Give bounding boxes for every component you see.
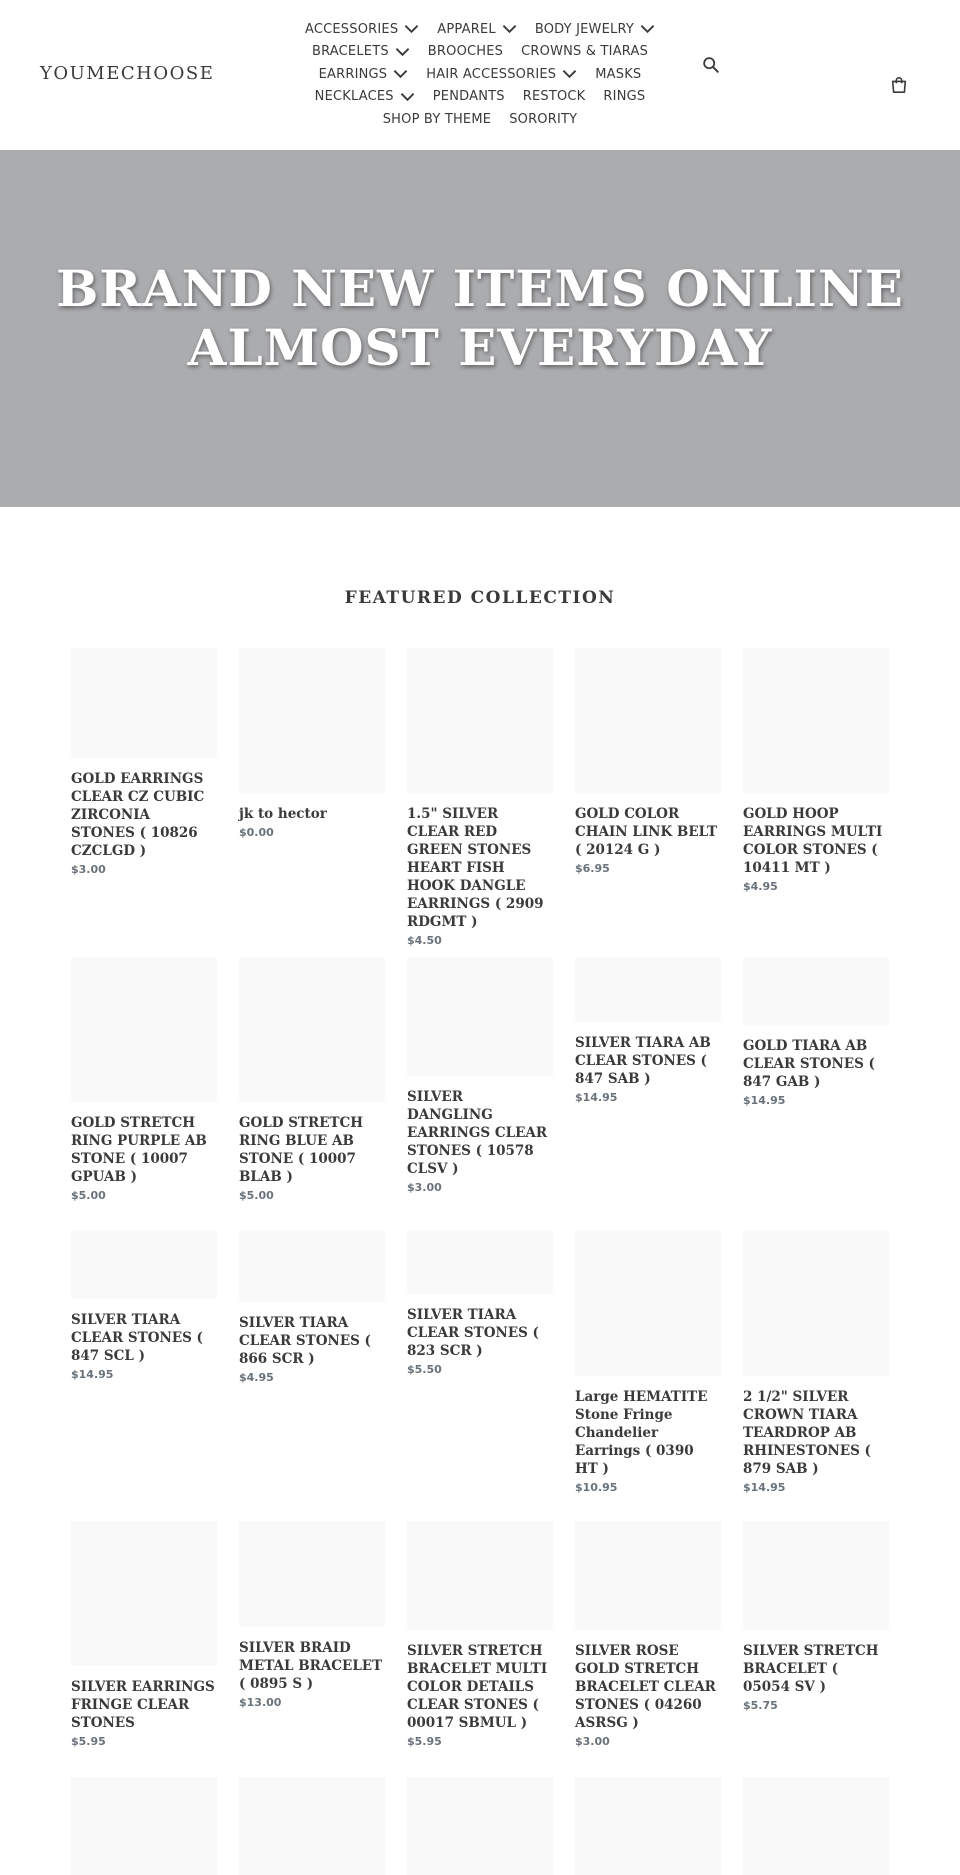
chevron-down-icon[interactable]	[640, 24, 655, 34]
product-title[interactable]: GOLD COLOR CHAIN LINK BELT ( 20124 G )	[575, 806, 718, 858]
product-price: $5.00	[239, 1189, 274, 1202]
product-price: $5.95	[71, 1735, 106, 1748]
product-price: $0.00	[239, 826, 274, 839]
product-price: $3.00	[71, 863, 106, 876]
chevron-down-icon[interactable]	[393, 69, 408, 79]
product-price: $5.95	[407, 1735, 442, 1748]
product-title[interactable]: 2 1/2" SILVER CROWN TIARA TEARDROP AB RHINESTONES ( 879 SAB )	[743, 1389, 871, 1477]
cart-icon[interactable]	[890, 76, 908, 94]
product-image[interactable]	[407, 1777, 553, 1875]
nav-item-shop-by-theme[interactable]	[383, 112, 491, 127]
product-price: $4.50	[407, 934, 442, 947]
nav-item-hair-accessories[interactable]	[426, 67, 577, 82]
product-title[interactable]: SILVER TIARA CLEAR STONES ( 847 SCL )	[71, 1312, 203, 1364]
nav-item-label: PENDANTS	[432, 89, 505, 105]
product-card[interactable]	[71, 1231, 217, 1381]
product-price: $14.95	[71, 1368, 114, 1381]
nav-item-label: RINGS	[603, 89, 646, 105]
hero-title	[56, 259, 904, 377]
product-price: $14.95	[743, 1481, 786, 1494]
product-price: $4.95	[743, 880, 778, 893]
product-price: $6.95	[575, 862, 610, 875]
product-price: $3.00	[407, 1181, 442, 1194]
hero-title-line-2: ALMOST EVERYDAY	[187, 317, 773, 377]
product-image[interactable]	[71, 648, 217, 758]
nav-item-bracelets[interactable]	[312, 44, 410, 59]
nav-item-label: RESTOCK	[522, 89, 586, 105]
product-card[interactable]	[407, 957, 553, 1194]
featured-collection-title: FEATURED COLLECTION	[344, 588, 616, 608]
product-title[interactable]: GOLD STRETCH RING PURPLE AB STONE ( 10007 GPUAB )	[71, 1115, 207, 1185]
product-image[interactable]	[407, 1231, 553, 1294]
hero-title-line-1: BRAND NEW ITEMS ONLINE	[56, 258, 904, 318]
product-title[interactable]: SILVER DANGLING EARRINGS CLEAR STONES ( 10578 CLSV )	[407, 1089, 548, 1177]
product-title[interactable]: SILVER TIARA AB CLEAR STONES ( 847 SAB )	[575, 1035, 711, 1087]
nav-item-label: NECKLACES	[314, 89, 394, 105]
product-price: $13.00	[239, 1696, 282, 1709]
nav-item-label: SORORITY	[509, 111, 578, 127]
nav-item-crowns-tiaras[interactable]	[521, 44, 648, 59]
chevron-down-icon[interactable]	[562, 69, 577, 79]
product-card[interactable]	[71, 648, 217, 876]
product-image[interactable]	[575, 1231, 721, 1376]
site-logo[interactable]: YOUMECHOOSE	[40, 63, 215, 84]
nav-item-apparel[interactable]	[437, 22, 517, 37]
product-image[interactable]	[239, 648, 385, 793]
product-title[interactable]: SILVER STRETCH BRACELET MULTI COLOR DETAILS CLEAR STONES ( 00017 SBMUL )	[407, 1643, 548, 1731]
product-image[interactable]	[743, 957, 889, 1025]
product-image[interactable]	[407, 957, 553, 1076]
nav-item-label: BROOCHES	[427, 44, 504, 60]
product-image[interactable]	[743, 1777, 889, 1875]
product-title[interactable]: Large HEMATITE Stone Fringe Chandelier Earrings ( 0390 HT )	[575, 1389, 708, 1477]
nav-item-necklaces[interactable]	[315, 89, 415, 104]
product-title[interactable]: SILVER ROSE GOLD STRETCH BRACELET CLEAR STONES ( 04260 ASRSG )	[575, 1643, 716, 1731]
product-card[interactable]	[575, 1521, 721, 1748]
product-image[interactable]	[743, 1521, 889, 1630]
product-title[interactable]: GOLD TIARA AB CLEAR STONES ( 847 GAB )	[743, 1038, 875, 1090]
product-card[interactable]	[743, 957, 889, 1107]
product-title[interactable]: 1.5" SILVER CLEAR RED GREEN STONES HEART FISH HOOK DANGLE EARRINGS ( 2909 RDGMT )	[407, 806, 544, 930]
nav-item-accessories[interactable]	[305, 22, 419, 37]
product-price: $5.75	[743, 1699, 778, 1712]
product-card[interactable]	[239, 648, 385, 839]
product-image[interactable]	[71, 957, 217, 1102]
product-card[interactable]	[743, 1231, 889, 1494]
product-title[interactable]: GOLD EARRINGS CLEAR CZ CUBIC ZIRCONIA STONES ( 10826 CZCLGD )	[71, 771, 205, 859]
nav-item-brooches[interactable]	[428, 44, 503, 59]
nav-item-label: CROWNS & TIARAS	[521, 44, 649, 60]
product-card[interactable]	[575, 648, 721, 875]
product-card[interactable]	[407, 648, 553, 947]
nav-item-earrings[interactable]	[319, 67, 409, 82]
product-title[interactable]: GOLD HOOP EARRINGS MULTI COLOR STONES ( 10411 MT )	[743, 806, 883, 876]
product-image[interactable]	[71, 1231, 217, 1299]
product-title[interactable]: GOLD STRETCH RING BLUE AB STONE ( 10007 BLAB )	[239, 1115, 364, 1185]
product-image[interactable]	[575, 1777, 721, 1875]
product-title[interactable]: SILVER EARRINGS FRINGE CLEAR STONES	[71, 1679, 215, 1731]
product-price: $14.95	[743, 1094, 786, 1107]
nav-row	[270, 41, 690, 64]
product-price: $3.00	[575, 1735, 610, 1748]
product-image[interactable]	[239, 957, 385, 1102]
product-card[interactable]	[71, 957, 217, 1202]
product-card[interactable]	[407, 1777, 553, 1875]
product-title[interactable]: SILVER TIARA CLEAR STONES ( 866 SCR )	[239, 1315, 371, 1367]
product-card[interactable]	[239, 1777, 385, 1875]
product-image[interactable]	[239, 1521, 385, 1627]
product-card[interactable]	[743, 1777, 889, 1875]
nav-item-label: APPAREL	[437, 21, 496, 37]
product-image[interactable]	[407, 1521, 553, 1630]
product-card[interactable]	[239, 1521, 385, 1709]
product-price: $10.95	[575, 1481, 618, 1494]
chevron-down-icon[interactable]	[400, 92, 415, 102]
nav-item-label: EARRINGS	[318, 66, 388, 82]
product-image[interactable]	[743, 648, 889, 793]
nav-item-label: MASKS	[595, 66, 642, 82]
product-card[interactable]	[71, 1777, 217, 1875]
nav-item-rings[interactable]	[603, 89, 645, 104]
product-card[interactable]	[239, 1231, 385, 1384]
nav-row	[270, 18, 690, 41]
nav-item-label: BODY JEWELRY	[534, 21, 635, 37]
nav-item-label: HAIR ACCESSORIES	[426, 66, 557, 82]
product-card[interactable]	[743, 648, 889, 893]
product-title[interactable]: jk to hector	[239, 806, 327, 822]
nav-item-pendants[interactable]	[433, 89, 505, 104]
product-card[interactable]	[407, 1231, 553, 1376]
site-header	[0, 0, 960, 150]
product-card[interactable]	[575, 1777, 721, 1875]
nav-item-masks[interactable]	[595, 67, 641, 82]
product-image[interactable]	[743, 1231, 889, 1376]
search-icon[interactable]	[702, 56, 720, 74]
product-image[interactable]	[239, 1777, 385, 1875]
nav-item-label: ACCESSORIES	[304, 21, 399, 37]
product-card[interactable]	[743, 1521, 889, 1712]
nav-item-body-jewelry[interactable]	[535, 22, 655, 37]
nav-row	[270, 63, 690, 86]
product-title[interactable]: SILVER TIARA CLEAR STONES ( 823 SCR )	[407, 1307, 539, 1359]
product-price: $5.50	[407, 1363, 442, 1376]
chevron-down-icon[interactable]	[404, 24, 419, 34]
product-image[interactable]	[71, 1777, 217, 1875]
chevron-down-icon[interactable]	[395, 47, 410, 57]
product-image[interactable]	[71, 1521, 217, 1666]
product-card[interactable]	[407, 1521, 553, 1748]
product-image[interactable]	[575, 1521, 721, 1630]
chevron-down-icon[interactable]	[502, 24, 517, 34]
product-card[interactable]	[575, 957, 721, 1104]
product-image[interactable]	[575, 648, 721, 793]
product-card[interactable]	[71, 1521, 217, 1748]
hero-banner	[0, 150, 960, 507]
nav-row	[270, 86, 690, 109]
product-price: $5.00	[71, 1189, 106, 1202]
product-price: $14.95	[575, 1091, 618, 1104]
nav-item-label: BRACELETS	[311, 44, 389, 60]
product-image[interactable]	[575, 957, 721, 1022]
nav-item-sorority[interactable]	[509, 112, 577, 127]
product-card[interactable]	[239, 957, 385, 1202]
product-title[interactable]: SILVER BRAID METAL BRACELET ( 0895 S )	[239, 1640, 383, 1692]
product-card[interactable]	[575, 1231, 721, 1494]
nav-item-restock[interactable]	[523, 89, 586, 104]
main-nav	[270, 18, 690, 131]
nav-row	[270, 108, 690, 131]
product-image[interactable]	[407, 648, 553, 793]
nav-item-label: SHOP BY THEME	[382, 111, 492, 127]
product-image[interactable]	[239, 1231, 385, 1302]
product-title[interactable]: SILVER STRETCH BRACELET ( 05054 SV )	[743, 1643, 879, 1695]
product-price: $4.95	[239, 1371, 274, 1384]
